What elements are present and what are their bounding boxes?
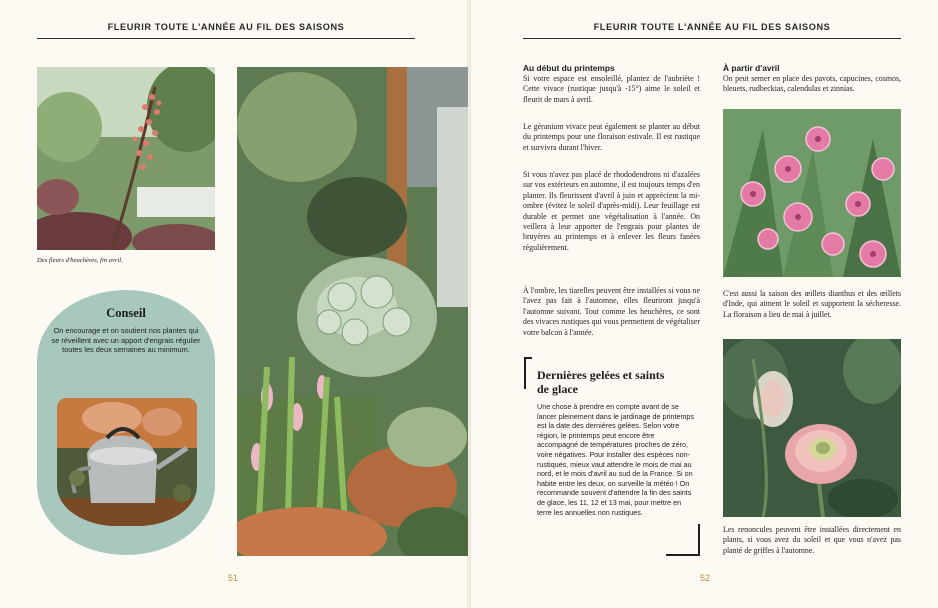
dianthus-photo	[723, 109, 901, 277]
right-page-number: 52	[700, 573, 711, 583]
left-running-head: FLEURIR TOUTE L'ANNÉE AU FIL DES SAISONS	[107, 22, 345, 32]
right-header-rule	[523, 38, 901, 39]
col2-paragraph-1: On peut semer en place des pavots, capucines, cosmos, bleuets, rudbeckias, calendulas et zinnias.	[723, 74, 901, 94]
col2-section-title: À partir d'avril	[723, 63, 780, 73]
col1-paragraph-1: Si votre espace est ensoleillé, plantez de l'aubriète ! Cette vivace (rustique jusqu'à -15°) aime le soleil et fleurit de mars à avril.	[523, 74, 700, 104]
col1-paragraph-4: À l'ombre, les tiarelles peuvent être installées si vous ne l'avez pas fait à l'automne, elles fleuriront jusqu'à l'automne suivant. Tout comme les heuchères, ce sont des vivaces rustiques qui vous permettent de végétaliser votre balcon à l'année.	[523, 286, 700, 337]
conseil-card	[37, 290, 215, 555]
watering-can-photo	[57, 398, 197, 526]
heuchera-photo-caption: Des fleurs d'heuchères, fin avril.	[37, 257, 123, 264]
right-running-head: FLEURIR TOUTE L'ANNÉE AU FIL DES SAISONS	[593, 22, 831, 32]
frost-box-text: Une chose à prendre en compte avant de se lancer pleinement dans le jardinage de printemps est la date des dernières gelées. Selon votre région, le printemps peut encore être accompagné de températures proches de zéro, voire négatives. Pour installer des espèces non-rustiques, mieux vaut attendre le mois de mai au nord, et le mois d'avril au sud de la France. Si on habite entre les deux, on surveille la météo ! On recommande souvent d'attendre la fin des saints de glace, les 11, 12 et 13 mai, pour mettre en terre les annuelles non rustiques.	[537, 402, 695, 517]
conseil-title: Conseil	[106, 306, 146, 320]
col1-section-title: Au début du printemps	[523, 63, 615, 73]
left-page-number: 51	[228, 573, 239, 583]
balcony-plants-photo	[237, 67, 468, 556]
heuchera-flower-photo	[37, 67, 215, 250]
frost-box-title: Dernières gelées et saints de glace	[537, 368, 665, 396]
box-corner-top-left	[524, 357, 532, 389]
conseil-text: On encourage et on soutient nos plantes qui se réveillent avec un apport d'engrais régulier toutes les deux semaines au minimum.	[51, 326, 201, 355]
col1-paragraph-2: Le géranium vivace peut également se planter au début du printemps pour une floraison estivale. Il est rustique et survivra durant l'hiver.	[523, 122, 700, 152]
left-header-rule	[37, 38, 415, 39]
col2-paragraph-3: Les renoncules peuvent être installées directement en plants, si vous avez du soleil et que vous n'avez pas planté de griffes à l'automne.	[723, 525, 901, 555]
col2-paragraph-2: C'est aussi la saison des œillets dianthus et des œillets d'Inde, qui aiment le soleil et supportent la sécheresse. La floraison a lieu de mai à juillet.	[723, 289, 901, 319]
ranunculus-photo	[723, 339, 901, 517]
box-corner-bottom-right	[666, 524, 700, 556]
col1-paragraph-3: Si vous n'avez pas placé de rhododendrons ni d'azalées sur vos extérieurs en automne, il est toujours temps d'en planter. Ils fleurissent d'avril à juin et apprécient la mi-ombre (évitez le soleil d'après-midi). Leur feuillage est durable et permet une végétalisation à l'année. On veillera à leur apporter de l'engrais pour plantes de bruyères au printemps et à enlever les fleurs fanées régulièrement.	[523, 170, 700, 252]
